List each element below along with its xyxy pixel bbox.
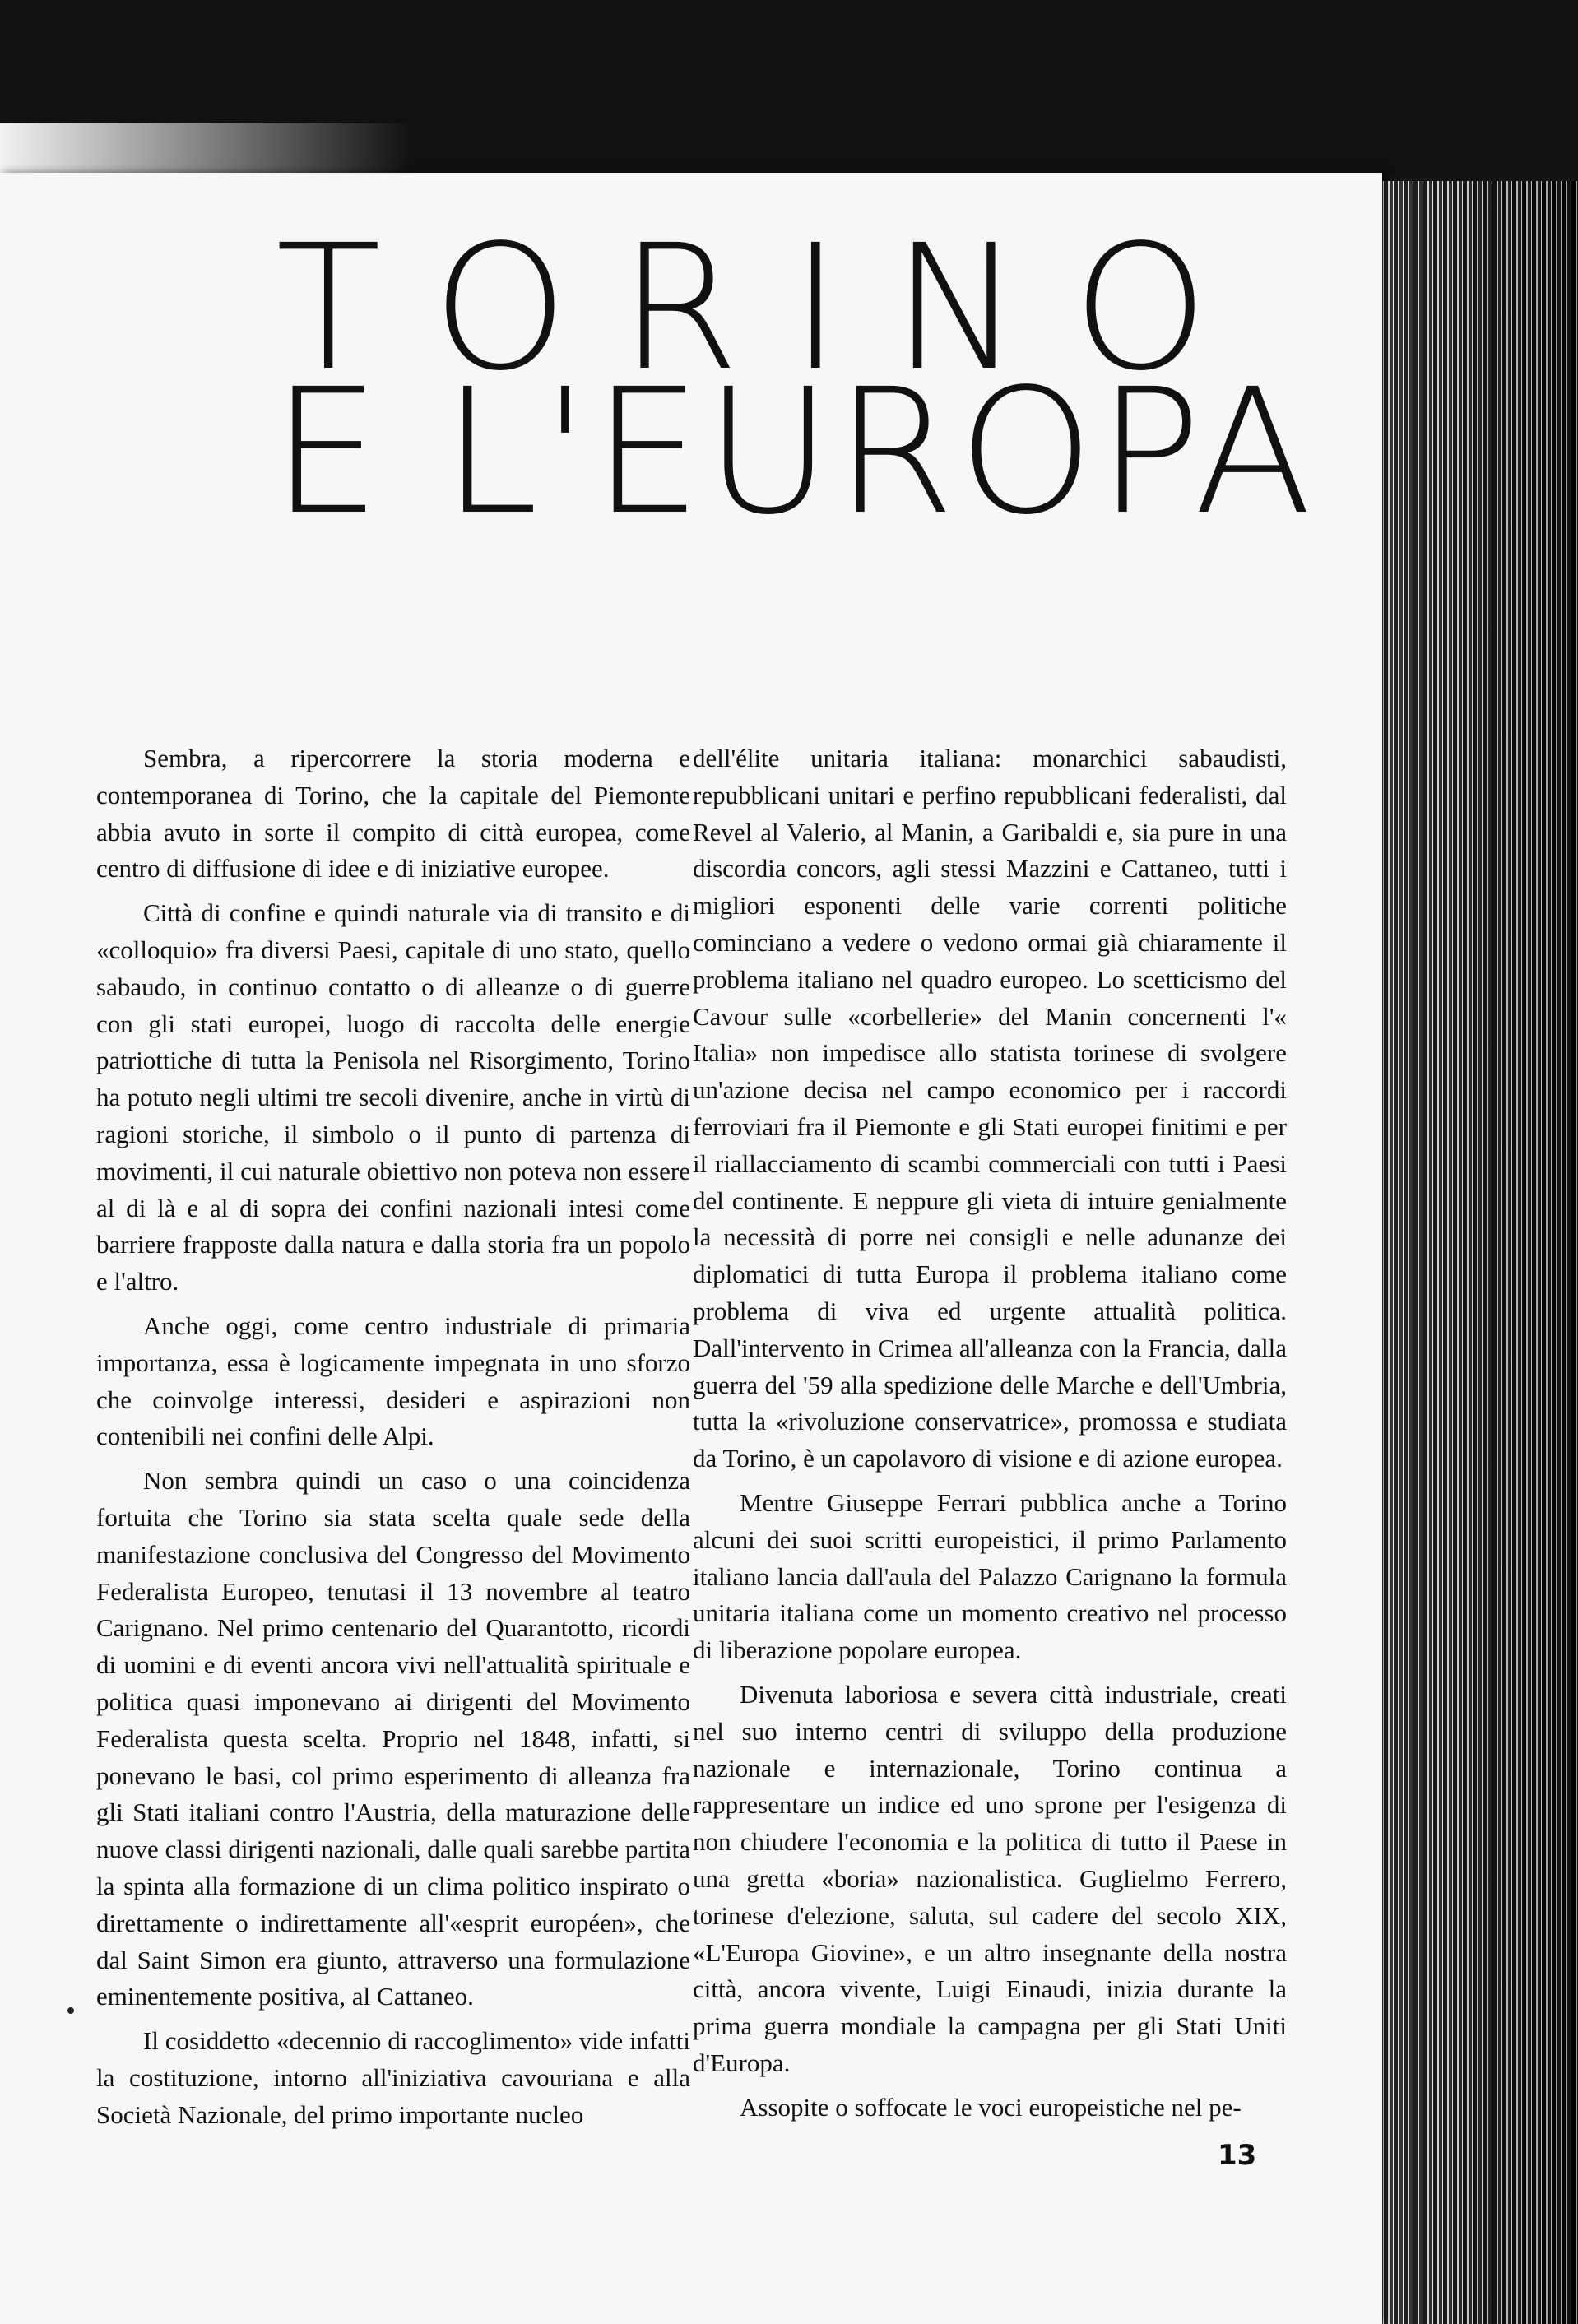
margin-dot [67, 2007, 74, 2014]
paragraph: Città di confine e quindi naturale via di transito e di «colloquio» fra diversi Paesi, capitale di uno stato, quello sabaudo, in continuo contatto o di alleanze o di guerre con gli stati europei, luogo di raccolta delle energie patriottiche di tutta la Penisola nel Risorgimento, Torino ha potuto negli ultimi tre secoli divenire, anche in virtù di ragioni storiche, il simbolo o il punto di partenza di movimenti, il cui naturale obiettivo non poteva non essere al di là e al di sopra dei confini nazionali intesi come barriere frapposte dalla natura e dalla storia fra un popolo e l'altro. [96, 898, 690, 1297]
title-line-2: E L'EUROPA [272, 351, 1316, 553]
left-text-column [96, 740, 690, 2133]
paragraph: Assopite o soffocate le voci europeistiche nel pe- [740, 2092, 1242, 2122]
paragraph: Divenuta laboriosa e severa città industriale, creati nel suo interno centri di sviluppo della produzione nazionale e internazionale, Torino continua a rappresentare un indice ed uno sprone per l'esigenza di non chiudere l'economia e la politica di tutto il Paese in una gretta «boria» nazionalistica. Guglielmo Ferrero, torinese d'elezione, saluta, sul cadere del secolo XIX, «L'Europa Giovine», e un altro insegnante della nostra città, ancora vivente, Luigi Einaudi, inizia durante la prima guerra mondiale la campagna per gli Stati Uniti d'Europa. [693, 1679, 1287, 2077]
paragraph: Il cosiddetto «decennio di raccoglimento» vide infatti la costituzione, intorno all'iniziativa cavouriana e alla Società Nazionale, del primo importante nucleo [96, 2026, 690, 2129]
book-page [0, 173, 1382, 2324]
paragraph: Sembra, a ripercorrere la storia moderna e contemporanea di Torino, che la capitale del Piemonte abbia avuto in sorte il compito di città europea, come centro di diffusione di idee e di iniziative europee. [96, 744, 690, 884]
paragraph: Mentre Giuseppe Ferrari pubblica anche a Torino alcuni dei suoi scritti europeistici, il primo Parlamento italiano lancia dall'aula del Palazzo Carignano la formula unitaria italiana come un momento creativo nel processo di liberazione popolare europea. [693, 1487, 1287, 1665]
title-line-1: TORINO [276, 207, 1260, 409]
page-number: 13 [1218, 2139, 1257, 2172]
paragraph: Non sembra quindi un caso o una coincidenza fortuita che Torino sia stata scelta quale sede della manifestazione conclusiva del Congresso del Movimento Federalista Europeo, tenutasi il 13 novembre al teatro Carignano. Nel primo centenario del Quarantotto, ricordi di uomini e di eventi ancora vivi nell'attualità spirituale e politica quasi imponevano ai dirigenti del Movimento Federalista questa scelta. Proprio nel 1848, infatti, si ponevano le basi, col primo esperimento di alleanza fra gli Stati italiani contro l'Austria, della maturazione delle nuove classi dirigenti nazionali, dalle quali sarebbe partita la spinta alla formazione di un clima politico inspirato o direttamente o indirettamente all'«esprit européen», che dal Saint Simon era giunto, attraverso una formulazione eminentemente positiva, al Cattaneo. [96, 1466, 690, 2011]
paragraph: dell'élite unitaria italiana: monarchici sabaudisti, repubblicani unitari e perfino repubblicani federalisti, dal Revel al Valerio, al Manin, a Garibaldi e, sia pure in una discordia concors, agli stessi Mazzini e Cattaneo, tutti i migliori esponenti delle varie correnti politiche cominciano a vedere o vedono ormai già chiaramente il problema italiano nel quadro europeo. Lo scetticismo del Cavour sulle «corbellerie» del Manin concernenti l'« Italia» non impedisce allo statista torinese di svolgere un'azione decisa nel campo economico per i raccordi ferroviari fra il Piemonte e gli Stati europei finitimi e per il riallacciamento di scambi commerciali con tutti i Paesi del continente. E neppure gli vieta di intuire genialmente la necessità di porre nei consigli e nelle adunanze dei diplomatici di tutta Europa il problema italiano come problema di viva ed urgente attualità politica. Dall'intervento in Crimea all'alleanza con la Francia, dalla guerra del '59 alla spedizione delle Marche e dell'Umbria, tutta la «rivoluzione conservatrice», promossa e studiata da Torino, è un capolavoro di visione e di azione europea. [693, 744, 1287, 1473]
paragraph: Anche oggi, come centro industriale di primaria importanza, essa è logicamente impegnata in uno sforzo che coinvolge interessi, desideri e aspirazioni non contenibili nei confini delle Alpi. [96, 1310, 690, 1451]
right-text-column [693, 740, 1287, 2126]
